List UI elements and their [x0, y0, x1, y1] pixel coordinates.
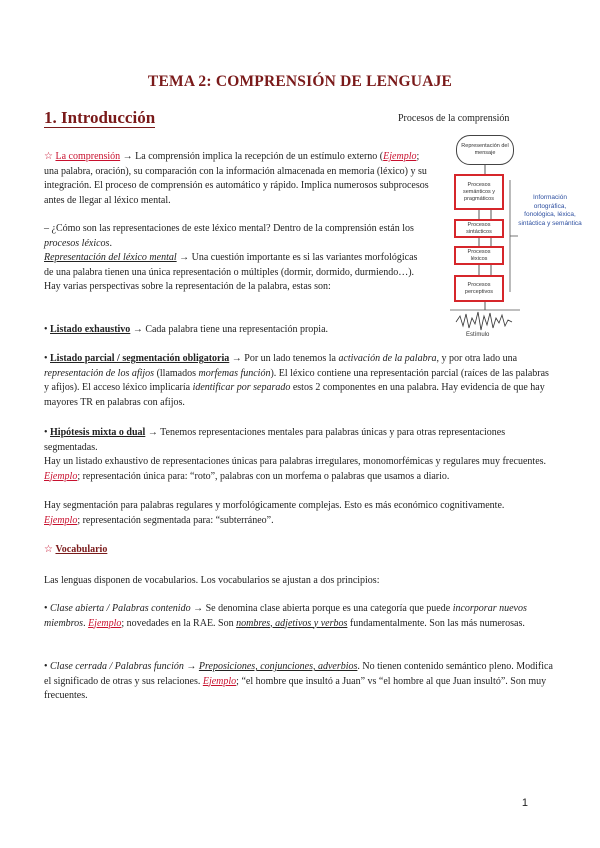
text-span: ; una palabra, oración), su comparación con la información almacenada en memoria (léxico) y su integración. El proceso de comprensión es automático y rápido. Implica numerosos subprocesos antes de llegar al léxico mental. — [44, 151, 429, 206]
text-span: – ¿Cómo son las representaciones de este léxico mental? Dentro de la comprensión están los — [44, 223, 414, 234]
italic-span: procesos léxicos — [44, 237, 110, 249]
text-span: → Se denomina clase abierta porque es una categoría que puede — [190, 603, 453, 614]
paragraph-listado-exhaustivo — [44, 323, 556, 338]
term-vocabulario: Vocabulario — [55, 544, 108, 555]
paragraph-segmentacion — [44, 499, 556, 528]
text-span: estos 2 componentes en una palabra. Hay evidencia de que hay mayores TR en palabras con afijos. — [44, 382, 545, 408]
information-types-note: Información ortográfica, fonológica, léxica, sintáctica y semántica — [518, 194, 582, 227]
term-comprension: La comprensión — [55, 151, 121, 162]
section-heading-introduccion: 1. Introducción — [44, 108, 156, 127]
text-span: → La comprensión implica la recepción de un estímulo externo ( — [120, 151, 384, 162]
example-label: Ejemplo — [44, 514, 78, 526]
term-representacion: Representación del léxico mental — [44, 252, 177, 263]
text-span: ; representación segmentada para: “subterráneo”. — [77, 514, 274, 526]
text-span: ). El léxico contiene una representación parcial (raíces de las palabras y afijos). El acceso léxico implicaría — [44, 367, 549, 393]
term-listado-parcial: Listado parcial / segmentación obligatoria — [50, 353, 230, 364]
text-span: ; representación única para: “roto”, palabras con un morfema o palabras que usamos a diario. — [77, 470, 450, 482]
term-clase-cerrada: Clase cerrada / Palabras función — [50, 661, 184, 672]
box-perceptual: Procesos perceptivos — [454, 275, 504, 302]
star-icon: ☆ — [44, 151, 53, 162]
example-label: Ejemplo — [202, 675, 237, 687]
term-listado-exhaustivo: Listado exhaustivo — [50, 324, 131, 335]
text-span: . — [83, 617, 89, 629]
paragraph-vocabularios: Las lenguas disponen de vocabularios. Los vocabularios se ajustan a dos principios: — [44, 575, 380, 586]
example-label: Ejemplo — [44, 470, 78, 482]
underlined-span: nombres, adjetivos y verbos — [236, 617, 348, 629]
italic-span: representación de los afijos — [44, 367, 155, 379]
bullet: • — [44, 353, 48, 364]
box-syntactic: Procesos sintácticos — [454, 219, 504, 238]
italic-span: identificar por separado — [192, 382, 291, 393]
text-span: , y por otra lado una — [436, 353, 518, 364]
figure-caption: Procesos de la comprensión — [398, 113, 510, 124]
text-span: ; “el hombre que insultó a Juan” vs “el hombre al que Juan insultó”. Son muy frecuentes. — [44, 675, 547, 701]
text-span: ; novedades en la RAE. Son — [121, 617, 237, 629]
subheading-vocabulario — [44, 543, 556, 558]
stimulus-label: Estímulo — [466, 332, 490, 338]
term-hipotesis-mixta: Hipótesis mixta o dual — [50, 427, 146, 438]
text-span: fundamentalmente. Son las más numerosas. — [347, 617, 525, 629]
text-span: → Una cuestión importante es si las variantes morfológicas de una palabra tienen una única representación o múltiples (dormir, dormido, durmiendo…). Hay varias perspectivas sobre la representación de la palabra, estas son: — [44, 252, 418, 292]
bullet: • — [44, 603, 48, 614]
page-number: 1 — [521, 797, 528, 809]
paragraph-clase-abierta — [44, 602, 556, 631]
paragraph-lexico-mental — [44, 222, 420, 295]
message-representation-cloud: Representación del mensaje — [456, 135, 514, 165]
italic-span: incorporar nuevos miembros — [44, 603, 527, 629]
text-span: Hay segmentación para palabras regulares y morfológicamente complejas. Esto es más económico cognitivamente. — [44, 500, 505, 511]
text-span: Hay un listado exhaustivo de representaciones únicas para palabras irregulares, monomorfémicas y regulares muy frecuentes. — [44, 456, 547, 467]
italic-span: morfemas función — [198, 367, 271, 379]
text-span: . No tienen contenido semántico pleno. Modifica el significado de otras y sus relaciones. — [44, 661, 553, 687]
example-label: Ejemplo — [383, 151, 417, 162]
text-span: → — [183, 661, 199, 672]
underlined-span: Preposiciones, conjunciones, adverbios — [198, 661, 358, 672]
bullet: • — [44, 427, 48, 438]
bullet: • — [44, 661, 48, 672]
star-icon: ☆ — [44, 544, 53, 555]
box-semantic-pragmatic: Procesos semánticos y pragmáticos — [454, 174, 504, 210]
paragraph-listado-parcial — [44, 352, 556, 410]
example-label: Ejemplo — [88, 617, 122, 629]
term-clase-abierta: Clase abierta / Palabras contenido — [50, 603, 191, 614]
paragraph-comprension — [44, 150, 432, 208]
box-lexical: Procesos léxicos — [454, 246, 504, 265]
bullet: • — [44, 324, 48, 335]
text-span: → Tenemos representaciones mentales para palabras únicas y para otras representaciones segmentadas. — [44, 427, 506, 453]
paragraph-hipotesis-mixta — [44, 426, 556, 484]
italic-span: activación de la palabra — [338, 353, 437, 364]
text-span: → Por un lado tenemos la — [229, 353, 339, 364]
text-span: → Cada palabra tiene una representación propia. — [130, 324, 329, 335]
text-span: (llamados — [154, 367, 199, 379]
page-title: TEMA 2: COMPRENSIÓN DE LENGUAJE — [147, 73, 453, 90]
paragraph-clase-cerrada — [44, 660, 556, 704]
text-span: . — [109, 237, 112, 249]
